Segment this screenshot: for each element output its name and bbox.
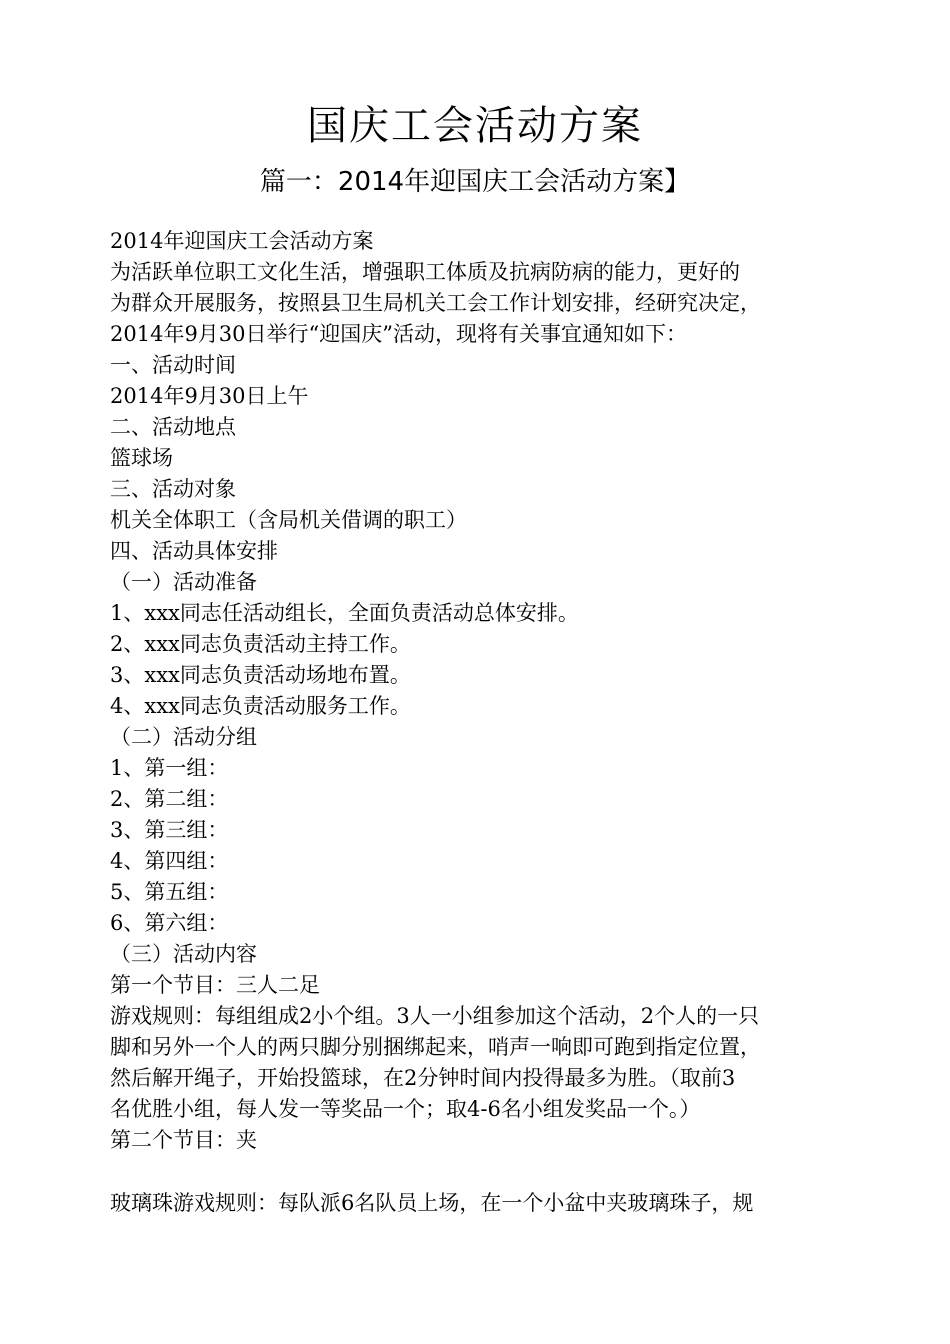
section-heading: 一、活动时间 (110, 353, 236, 377)
list-item: 6、第六组： (110, 911, 229, 935)
section-heading: 三、活动对象 (110, 477, 236, 501)
text-line: 脚和另外一个人的两只脚分别捆绑起来，哨声一响即可跑到指定位置， (110, 1035, 761, 1059)
list-item: 3、第三组： (110, 818, 229, 842)
section-heading: 二、活动地点 (110, 415, 236, 439)
list-item: 3、xxx同志负责活动场地布置。 (110, 663, 411, 687)
text-line: 2014年迎国庆工会活动方案 (110, 229, 374, 253)
document-body (110, 226, 845, 1219)
list-item: 2、xxx同志负责活动主持工作。 (110, 632, 411, 656)
document-title: 国庆工会活动方案 (307, 103, 643, 149)
list-item: 1、第一组： (110, 756, 229, 780)
text-line: 篮球场 (110, 446, 173, 470)
text-line: 2014年9月30日举行“迎国庆”活动，现将有关事宜通知如下： (110, 322, 687, 346)
section-heading: 四、活动具体安排 (110, 539, 278, 563)
text-line: 第一个节目：三人二足 (110, 973, 320, 997)
list-item: 4、xxx同志负责活动服务工作。 (110, 694, 411, 718)
list-item: 1、xxx同志任活动组长，全面负责活动总体安排。 (110, 601, 579, 625)
text-line: 机关全体职工（含局机关借调的职工） (110, 508, 467, 532)
text-line: 游戏规则：每组组成2小个组。3人一小组参加这个活动，2个人的一只 (110, 1004, 760, 1028)
list-item: 2、第二组： (110, 787, 229, 811)
document-subtitle: 篇一：2014年迎国庆工会活动方案】 (259, 167, 691, 197)
subsection-heading: （一）活动准备 (110, 570, 257, 594)
text-line: 玻璃珠游戏规则：每队派6名队员上场，在一个小盆中夹玻璃珠子，规 (110, 1191, 754, 1215)
text-line: 然后解开绳子，开始投篮球，在2分钟时间内投得最多为胜。（取前3 (110, 1066, 736, 1090)
text-line: 为活跃单位职工文化生活，增强职工体质及抗病防病的能力，更好的 (110, 260, 740, 284)
text-line: 2014年9月30日上午 (110, 384, 309, 408)
text-line: 名优胜小组，每人发一等奖品一个；取4-6名小组发奖品一个。） (110, 1097, 701, 1121)
subsection-heading: （三）活动内容 (110, 942, 257, 966)
list-item: 5、第五组： (110, 880, 229, 904)
paragraph-gap (110, 1156, 845, 1188)
list-item: 4、第四组： (110, 849, 229, 873)
subsection-heading: （二）活动分组 (110, 725, 257, 749)
text-line: 为群众开展服务，按照县卫生局机关工会工作计划安排，经研究决定， (110, 291, 761, 315)
text-line: 第二个节目：夹 (110, 1128, 257, 1152)
